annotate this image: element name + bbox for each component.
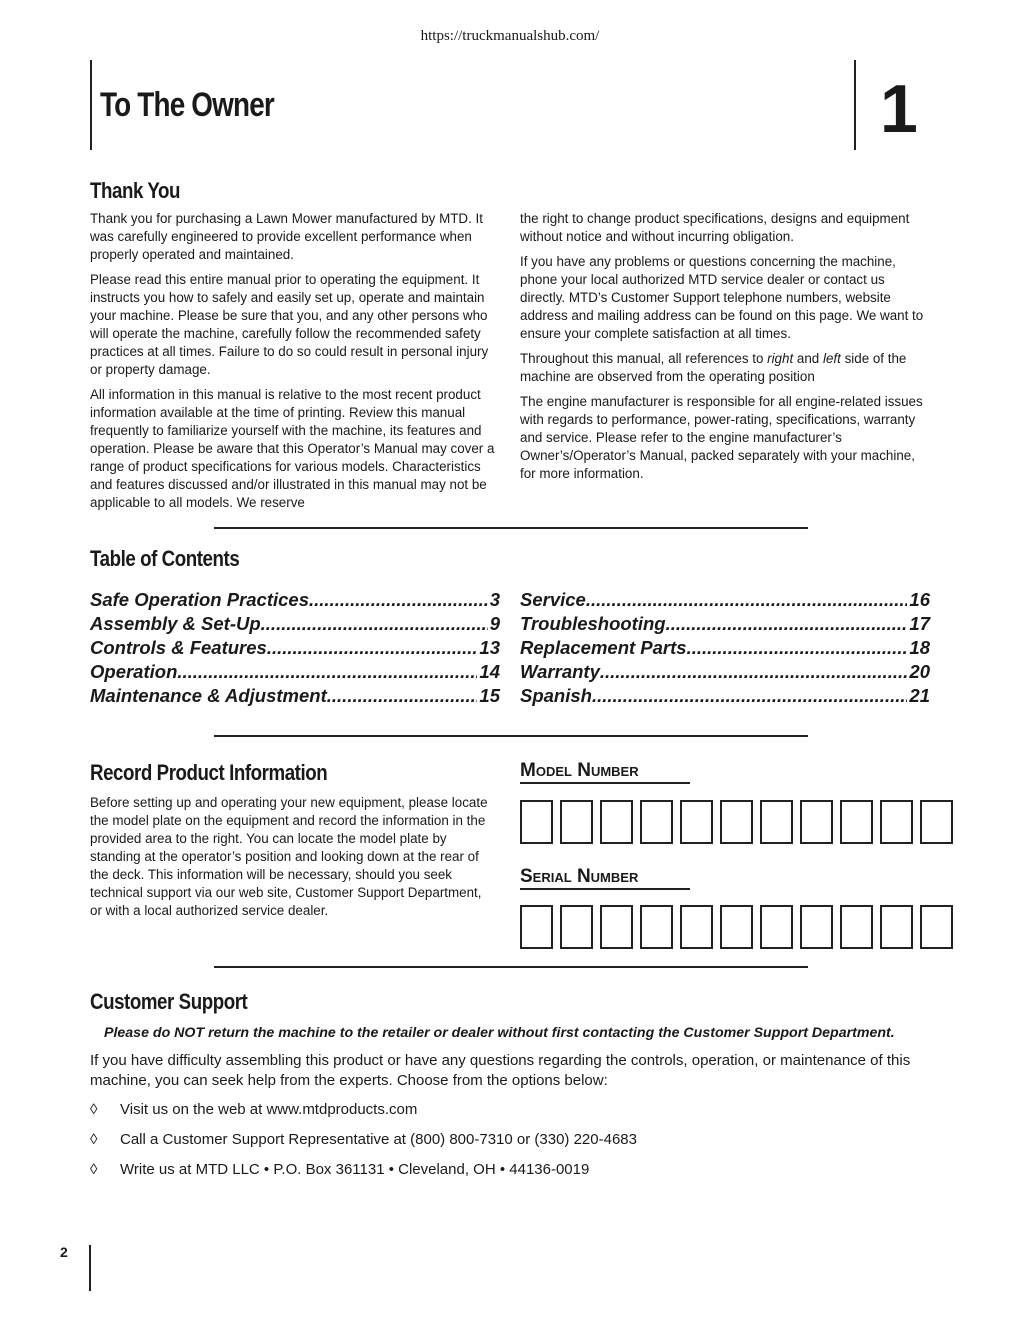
serial-number-digit-box[interactable] bbox=[520, 905, 553, 949]
model-number-boxes[interactable] bbox=[520, 800, 953, 844]
model-number-digit-box[interactable] bbox=[760, 800, 793, 844]
record-heading: Record Product Information bbox=[90, 760, 328, 785]
model-number-digit-box[interactable] bbox=[800, 800, 833, 844]
model-number-digit-box[interactable] bbox=[520, 800, 553, 844]
support-option-phone: ◊ Call a Customer Support Representative at (800) 800-7310 or (330) 220-4683 bbox=[90, 1131, 637, 1148]
footer-divider bbox=[89, 1245, 91, 1291]
thank-you-paragraph: Thank you for purchasing a Lawn Mower manufactured by MTD. It was carefully engineered to provide excellent performance when properly operated and maintained. bbox=[90, 211, 483, 262]
thank-you-paragraph: Please read this entire manual prior to operating the equipment. It instructs you how to safely and easily set up, operate and maintain your machine. Please be sure that you, and any other persons who will operate the machine, carefully follow the recommended safety practices at all times. Failure to do so could result in personal injury or property damage. bbox=[90, 272, 489, 377]
record-text: Before setting up and operating your new equipment, please locate the model plate on the equipment and record the information in the provided area to the right. You can locate the model plate by standing at the operator’s position and looking down at the rear of the deck. This information will be necessary, should you seek technical support via our web site, Customer Support Department, or with a local authorized service dealer. bbox=[90, 795, 488, 918]
serial-number-digit-box[interactable] bbox=[640, 905, 673, 949]
source-url[interactable]: https://truckmanualshub.com/ bbox=[420, 28, 600, 44]
serial-number-digit-box[interactable] bbox=[840, 905, 873, 949]
model-number-digit-box[interactable] bbox=[640, 800, 673, 844]
support-intro: If you have difficulty assembling this product or have any questions regarding the controls, operation, or maintenance of this machine, you can seek help from the experts. Choose from the options below: bbox=[90, 1052, 911, 1089]
diamond-icon: ◊ bbox=[90, 1101, 98, 1118]
thank-you-paragraph: Throughout this manual, all references to right and left side of the machine are observed from the operating position bbox=[520, 351, 907, 384]
serial-number-digit-box[interactable] bbox=[800, 905, 833, 949]
thank-you-paragraph: the right to change product specifications, designs and equipment without notice and without incurring obligation. bbox=[520, 211, 910, 244]
model-number-digit-box[interactable] bbox=[600, 800, 633, 844]
toc-entry[interactable]: Operation ..... 14 bbox=[90, 660, 500, 684]
thank-you-paragraph: All information in this manual is relative to the most recent product information available at the time of printing. Review this manual frequently to familiarize yourself with the machine, its features and operation. Please be aware that this Operator’s Manual may cover a range of product specifications for various models. Characteristics and features discussed and/or illustrated in this manual may not be applicable to all models. We reserve bbox=[90, 387, 495, 510]
toc-entry[interactable]: Controls & Features ..... 13 bbox=[90, 636, 500, 660]
chapter-number: 1 bbox=[880, 71, 918, 147]
toc-right-column bbox=[520, 588, 930, 708]
model-number-digit-box[interactable] bbox=[720, 800, 753, 844]
model-number-label: Model Number bbox=[520, 760, 690, 784]
support-option-mail: ◊ Write us at MTD LLC • P.O. Box 361131 • Cleveland, OH • 44136-0019 bbox=[90, 1161, 590, 1178]
section-divider bbox=[214, 966, 808, 968]
thank-you-left-column bbox=[90, 210, 502, 519]
serial-number-boxes[interactable] bbox=[520, 905, 953, 949]
model-number-digit-box[interactable] bbox=[840, 800, 873, 844]
model-number-digit-box[interactable] bbox=[560, 800, 593, 844]
toc-entry[interactable]: Service ..... 16 bbox=[520, 588, 930, 612]
model-number-digit-box[interactable] bbox=[920, 800, 953, 844]
toc-left-column bbox=[90, 588, 500, 708]
section-divider bbox=[214, 735, 808, 737]
toc-entry[interactable]: Assembly & Set-Up ..... 9 bbox=[90, 612, 500, 636]
model-number-digit-box[interactable] bbox=[880, 800, 913, 844]
support-option-web: ◊ Visit us on the web at www.mtdproducts.com bbox=[90, 1101, 418, 1118]
thank-you-right-column bbox=[520, 210, 932, 490]
section-divider bbox=[214, 527, 808, 529]
toc-entry[interactable]: Warranty ..... 20 bbox=[520, 660, 930, 684]
support-warning-note: Please do NOT return the machine to the retailer or dealer without first contacting the Customer Support Department. bbox=[104, 1025, 895, 1041]
toc-entry[interactable]: Replacement Parts ..... 18 bbox=[520, 636, 930, 660]
serial-number-digit-box[interactable] bbox=[880, 905, 913, 949]
serial-number-digit-box[interactable] bbox=[760, 905, 793, 949]
toc-entry[interactable]: Spanish ..... 21 bbox=[520, 684, 930, 708]
serial-number-label: Serial Number bbox=[520, 866, 690, 890]
thank-you-heading: Thank You bbox=[90, 178, 181, 203]
diamond-icon: ◊ bbox=[90, 1161, 98, 1178]
support-heading: Customer Support bbox=[90, 989, 248, 1014]
page-title: To The Owner bbox=[100, 86, 274, 124]
toc-entry[interactable]: Troubleshooting ..... 17 bbox=[520, 612, 930, 636]
thank-you-paragraph: If you have any problems or questions concerning the machine, phone your local authorized MTD service dealer or contact us directly. MTD’s Customer Support telephone numbers, website address and mailing address can be found on this page. We want to ensure your complete satisfaction at all times. bbox=[520, 254, 924, 341]
serial-number-digit-box[interactable] bbox=[560, 905, 593, 949]
serial-number-digit-box[interactable] bbox=[920, 905, 953, 949]
page-number: 2 bbox=[60, 1244, 68, 1260]
serial-number-digit-box[interactable] bbox=[600, 905, 633, 949]
serial-number-digit-box[interactable] bbox=[680, 905, 713, 949]
thank-you-paragraph: The engine manufacturer is responsible for all engine-related issues with regards to performance, power-rating, specifications, warranty and service. Please refer to the engine manufacturer’s Owner’s/Operator’s Manual, packed separately with your machine, for more information. bbox=[520, 394, 923, 481]
toc-entry[interactable]: Maintenance & Adjustment ..... 15 bbox=[90, 684, 500, 708]
chapter-divider bbox=[854, 60, 856, 150]
model-number-digit-box[interactable] bbox=[680, 800, 713, 844]
serial-number-digit-box[interactable] bbox=[720, 905, 753, 949]
title-divider bbox=[90, 60, 92, 150]
diamond-icon: ◊ bbox=[90, 1131, 98, 1148]
toc-entry[interactable]: Safe Operation Practices ..... 3 bbox=[90, 588, 500, 612]
toc-heading: Table of Contents bbox=[90, 546, 240, 571]
